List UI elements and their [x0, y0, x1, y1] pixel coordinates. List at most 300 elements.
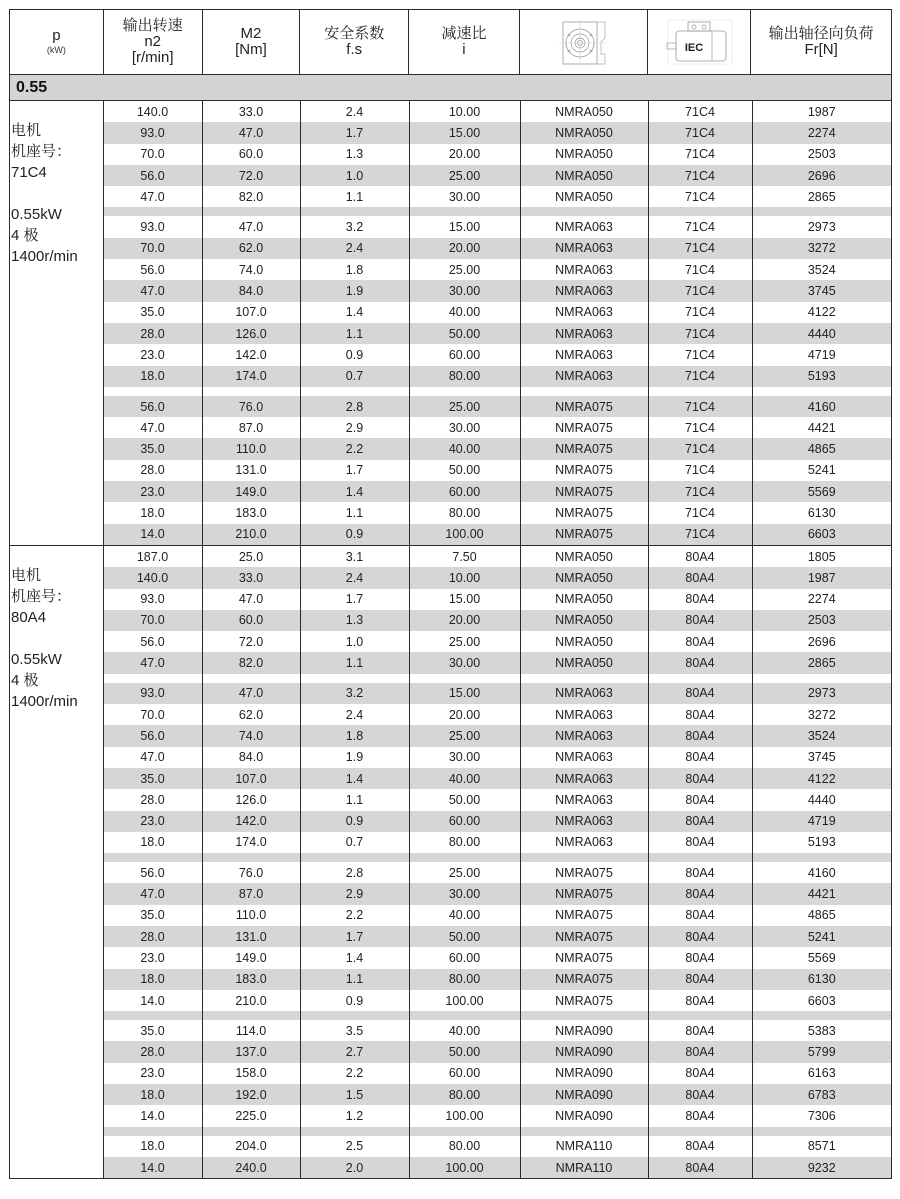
cell-output-speed: 35.0	[104, 302, 203, 323]
table-row	[104, 1020, 892, 1041]
motor-spec-line: 4 极	[11, 671, 39, 689]
cell-service-factor: 0.9	[301, 344, 410, 365]
cell-torque: 72.0	[203, 165, 301, 186]
cell-motor-frame: 80A4	[649, 768, 753, 789]
cell-torque: 210.0	[203, 524, 301, 545]
cell-motor-frame: 71C4	[649, 302, 753, 323]
cell-service-factor: 2.9	[301, 417, 410, 438]
cell-gearbox-model: NMRA075	[521, 524, 649, 545]
cell-radial-load: 3524	[807, 728, 836, 743]
cell-ratio: 50.00	[410, 926, 521, 947]
cell-torque: 107.0	[203, 302, 301, 323]
cell-service-factor: 1.8	[301, 725, 410, 746]
cell-output-speed: 28.0	[104, 926, 203, 947]
table-row	[104, 1136, 892, 1157]
cell-gearbox-model: NMRA063	[521, 259, 649, 280]
cell-output-speed: 56.0	[104, 165, 203, 186]
table-row	[104, 481, 892, 502]
cell-gearbox-model	[521, 207, 649, 216]
cell-motor-frame: 71C4	[649, 216, 753, 237]
worm-gearbox-drawing-icon	[555, 18, 611, 66]
cell-motor-frame: 71C4	[649, 323, 753, 344]
cell-ratio: 30.00	[410, 417, 521, 438]
cell-gearbox-model: NMRA050	[521, 165, 649, 186]
cell-ratio: 40.00	[410, 1020, 521, 1041]
cell-torque	[203, 1011, 301, 1020]
cell-torque	[203, 853, 301, 862]
cell-torque: 204.0	[203, 1136, 301, 1157]
table-row	[104, 990, 892, 1011]
cell-motor-frame: 80A4	[649, 747, 753, 768]
cell-motor-frame: 80A4	[649, 546, 753, 567]
header-ratio-label: 减速比	[441, 25, 487, 42]
cell-gearbox-model: NMRA075	[521, 438, 649, 459]
motor-spec-line: 71C4	[11, 164, 47, 181]
cell-ratio: 80.00	[410, 969, 521, 990]
cell-radial-load	[753, 387, 892, 396]
header-service-factor	[300, 10, 409, 74]
cell-torque: 183.0	[203, 502, 301, 523]
table-row	[104, 1041, 892, 1062]
cell-gearbox-model: NMRA050	[521, 101, 649, 122]
motor-spec-line: 0.55kW	[11, 650, 62, 668]
table-row	[104, 144, 892, 165]
cell-output-speed: 23.0	[104, 811, 203, 832]
cell-service-factor: 1.0	[301, 165, 410, 186]
cell-torque: 74.0	[203, 725, 301, 746]
cell-radial-load: 2503	[807, 147, 836, 162]
cell-torque: 110.0	[203, 438, 301, 459]
cell-radial-load: 3745	[807, 284, 836, 299]
cell-service-factor: 1.7	[301, 926, 410, 947]
cell-motor-frame: 80A4	[649, 905, 753, 926]
cell-service-factor: 0.9	[301, 990, 410, 1011]
cell-radial-load: 1987	[807, 104, 836, 119]
cell-output-speed: 47.0	[104, 883, 203, 904]
table-row	[104, 165, 892, 186]
cell-gearbox-model: NMRA075	[521, 396, 649, 417]
cell-gearbox-model: NMRA075	[521, 990, 649, 1011]
cell-ratio: 80.00	[410, 502, 521, 523]
cell-torque: 72.0	[203, 631, 301, 652]
motor-spec-line: 4 极	[11, 227, 39, 244]
cell-service-factor: 2.5	[301, 1136, 410, 1157]
cell-output-speed: 18.0	[104, 1136, 203, 1157]
cell-torque	[203, 207, 301, 216]
cell-ratio: 20.00	[410, 610, 521, 631]
cell-service-factor: 3.2	[301, 683, 410, 704]
cell-radial-load: 4865	[807, 442, 836, 457]
cell-service-factor: 2.2	[301, 438, 410, 459]
cell-ratio: 60.00	[410, 481, 521, 502]
separator-row	[104, 674, 892, 683]
cell-radial-load: 1805	[807, 549, 836, 564]
table-row	[104, 323, 892, 344]
cell-gearbox-model: NMRA075	[521, 926, 649, 947]
table-row	[104, 926, 892, 947]
cell-service-factor: 1.4	[301, 947, 410, 968]
cell-output-speed: 18.0	[104, 366, 203, 387]
cell-torque: 62.0	[203, 704, 301, 725]
cell-radial-load: 4719	[807, 814, 836, 829]
cell-gearbox-model: NMRA063	[521, 216, 649, 237]
cell-gearbox-model: NMRA063	[521, 789, 649, 810]
table-row	[104, 862, 892, 883]
table-row	[104, 789, 892, 810]
cell-torque: 183.0	[203, 969, 301, 990]
cell-radial-load: 4160	[807, 865, 836, 880]
header-service-factor-symbol: f.s	[346, 41, 363, 58]
table-row	[104, 417, 892, 438]
cell-output-speed: 23.0	[104, 481, 203, 502]
cell-gearbox-model: NMRA050	[521, 567, 649, 588]
cell-service-factor: 1.1	[301, 186, 410, 207]
cell-motor-frame: 71C4	[649, 481, 753, 502]
cell-service-factor: 0.9	[301, 811, 410, 832]
cell-ratio: 25.00	[410, 862, 521, 883]
cell-radial-load: 5383	[807, 1023, 836, 1038]
cell-gearbox-model: NMRA063	[521, 280, 649, 301]
cell-service-factor: 0.7	[301, 832, 410, 853]
cell-gearbox-model: NMRA063	[521, 725, 649, 746]
cell-torque	[203, 674, 301, 683]
cell-gearbox-model: NMRA075	[521, 905, 649, 926]
cell-gearbox-model: NMRA075	[521, 969, 649, 990]
cell-service-factor: 1.9	[301, 280, 410, 301]
cell-torque: 60.0	[203, 610, 301, 631]
table-row	[104, 905, 892, 926]
cell-gearbox-model: NMRA075	[521, 862, 649, 883]
cell-gearbox-model: NMRA075	[521, 460, 649, 481]
header-power-title: p	[52, 27, 61, 44]
cell-gearbox-model	[521, 387, 649, 396]
cell-ratio: 30.00	[410, 186, 521, 207]
cell-service-factor	[301, 674, 410, 683]
cell-radial-load: 4440	[807, 792, 836, 807]
motor-spec-line: 电机	[11, 566, 42, 584]
cell-output-speed: 18.0	[104, 502, 203, 523]
cell-output-speed: 14.0	[104, 1105, 203, 1126]
cell-gearbox-model: NMRA063	[521, 238, 649, 259]
table-row	[104, 122, 892, 143]
motor-spec-line: 电机	[11, 122, 42, 139]
cell-gearbox-model: NMRA050	[521, 631, 649, 652]
cell-service-factor	[301, 207, 410, 216]
cell-motor-frame: 71C4	[649, 460, 753, 481]
cell-torque: 76.0	[203, 396, 301, 417]
cell-service-factor: 2.4	[301, 567, 410, 588]
cell-motor-frame: 80A4	[649, 1105, 753, 1126]
cell-output-speed: 140.0	[104, 567, 203, 588]
cell-service-factor	[301, 1127, 410, 1136]
cell-torque: 126.0	[203, 789, 301, 810]
cell-output-speed: 56.0	[104, 725, 203, 746]
cell-ratio: 25.00	[410, 725, 521, 746]
table-row	[104, 883, 892, 904]
cell-radial-load: 4421	[807, 420, 836, 435]
cell-gearbox-model: NMRA063	[521, 768, 649, 789]
cell-motor-frame: 71C4	[649, 144, 753, 165]
cell-ratio: 80.00	[410, 1084, 521, 1105]
cell-torque: 60.0	[203, 144, 301, 165]
cell-output-speed: 70.0	[104, 144, 203, 165]
cell-torque: 210.0	[203, 990, 301, 1011]
header-power	[10, 10, 104, 74]
cell-output-speed: 187.0	[104, 546, 203, 567]
cell-motor-frame: 80A4	[649, 567, 753, 588]
cell-output-speed: 14.0	[104, 1157, 203, 1178]
cell-torque: 131.0	[203, 460, 301, 481]
cell-radial-load: 1987	[807, 570, 836, 585]
cell-output-speed	[104, 1011, 203, 1020]
cell-motor-frame: 80A4	[649, 1063, 753, 1084]
cell-torque: 142.0	[203, 344, 301, 365]
cell-radial-load: 5569	[807, 484, 836, 499]
motor-section	[10, 101, 891, 546]
cell-output-speed: 93.0	[104, 122, 203, 143]
cell-gearbox-model: NMRA090	[521, 1084, 649, 1105]
cell-ratio: 40.00	[410, 302, 521, 323]
cell-motor-frame: 80A4	[649, 789, 753, 810]
header-output-speed-symbol: n2	[144, 33, 162, 50]
header-motor	[648, 10, 752, 74]
cell-radial-load: 3272	[807, 241, 836, 256]
header-radial-load	[751, 10, 891, 74]
cell-gearbox-model: NMRA063	[521, 366, 649, 387]
cell-output-speed: 28.0	[104, 1041, 203, 1062]
motor-spec-line: 机座号：	[11, 587, 72, 605]
cell-gearbox-model: NMRA090	[521, 1063, 649, 1084]
cell-output-speed: 28.0	[104, 789, 203, 810]
cell-motor-frame	[649, 1011, 753, 1020]
cell-ratio: 30.00	[410, 652, 521, 673]
cell-service-factor: 3.2	[301, 216, 410, 237]
cell-motor-frame: 71C4	[649, 101, 753, 122]
cell-radial-load: 9232	[807, 1160, 836, 1175]
cell-output-speed: 23.0	[104, 1063, 203, 1084]
cell-radial-load: 5569	[807, 950, 836, 965]
cell-ratio: 25.00	[410, 396, 521, 417]
cell-gearbox-model: NMRA075	[521, 502, 649, 523]
cell-gearbox-model: NMRA050	[521, 589, 649, 610]
cell-torque: 62.0	[203, 238, 301, 259]
cell-output-speed: 47.0	[104, 417, 203, 438]
cell-radial-load: 4122	[807, 305, 836, 320]
cell-torque: 110.0	[203, 905, 301, 926]
cell-radial-load: 2696	[807, 168, 836, 183]
cell-motor-frame: 80A4	[649, 1041, 753, 1062]
cell-gearbox-model	[521, 674, 649, 683]
table-row	[104, 683, 892, 704]
cell-motor-frame: 80A4	[649, 589, 753, 610]
cell-torque	[203, 387, 301, 396]
cell-motor-frame: 71C4	[649, 502, 753, 523]
cell-motor-frame: 71C4	[649, 524, 753, 545]
cell-ratio: 60.00	[410, 344, 521, 365]
cell-service-factor: 0.9	[301, 524, 410, 545]
cell-ratio: 80.00	[410, 832, 521, 853]
cell-gearbox-model: NMRA063	[521, 683, 649, 704]
cell-motor-frame: 80A4	[649, 1136, 753, 1157]
table-row	[104, 652, 892, 673]
cell-torque: 137.0	[203, 1041, 301, 1062]
table-row	[104, 567, 892, 588]
cell-ratio: 50.00	[410, 323, 521, 344]
cell-service-factor: 1.3	[301, 144, 410, 165]
cell-radial-load: 6130	[807, 972, 836, 987]
cell-motor-frame: 80A4	[649, 883, 753, 904]
cell-output-speed: 18.0	[104, 969, 203, 990]
table-row	[104, 366, 892, 387]
cell-output-speed: 47.0	[104, 747, 203, 768]
cell-gearbox-model: NMRA063	[521, 704, 649, 725]
table-row	[104, 589, 892, 610]
motor-spec-line: 1400r/min	[11, 248, 78, 265]
cell-output-speed: 140.0	[104, 101, 203, 122]
cell-radial-load	[753, 674, 892, 683]
cell-gearbox-model: NMRA090	[521, 1041, 649, 1062]
cell-ratio: 50.00	[410, 460, 521, 481]
cell-motor-frame: 71C4	[649, 396, 753, 417]
cell-radial-load	[753, 1127, 892, 1136]
cell-gearbox-model: NMRA090	[521, 1105, 649, 1126]
cell-radial-load: 5799	[807, 1045, 836, 1060]
motor-section	[10, 546, 891, 1178]
cell-service-factor: 1.1	[301, 789, 410, 810]
power-group-label: 0.55	[16, 78, 48, 96]
table-row	[104, 344, 892, 365]
cell-service-factor: 2.4	[301, 101, 410, 122]
cell-service-factor: 1.1	[301, 502, 410, 523]
cell-service-factor: 3.1	[301, 546, 410, 567]
cell-motor-frame	[649, 387, 753, 396]
cell-torque: 192.0	[203, 1084, 301, 1105]
table-row	[104, 747, 892, 768]
cell-motor-frame: 80A4	[649, 832, 753, 853]
cell-output-speed: 93.0	[104, 216, 203, 237]
cell-output-speed: 56.0	[104, 862, 203, 883]
power-group-row	[10, 75, 891, 101]
header-service-factor-label: 安全系数	[324, 25, 385, 42]
cell-torque: 149.0	[203, 947, 301, 968]
cell-ratio: 20.00	[410, 238, 521, 259]
cell-motor-frame: 80A4	[649, 652, 753, 673]
cell-output-speed	[104, 674, 203, 683]
cell-service-factor: 1.7	[301, 460, 410, 481]
cell-motor-frame: 80A4	[649, 990, 753, 1011]
svg-text:IEC: IEC	[684, 42, 704, 54]
motor-spec-line: 机座号：	[11, 143, 72, 160]
cell-ratio: 80.00	[410, 366, 521, 387]
cell-gearbox-model: NMRA050	[521, 144, 649, 165]
cell-ratio: 30.00	[410, 280, 521, 301]
table-row	[104, 811, 892, 832]
cell-ratio: 25.00	[410, 631, 521, 652]
cell-motor-frame	[649, 853, 753, 862]
table-row	[104, 1105, 892, 1126]
cell-gearbox-model: NMRA063	[521, 747, 649, 768]
cell-output-speed	[104, 1127, 203, 1136]
cell-ratio: 60.00	[410, 811, 521, 832]
cell-ratio: 25.00	[410, 259, 521, 280]
header-power-unit: (kW)	[46, 45, 66, 55]
cell-radial-load: 4421	[807, 887, 836, 902]
cell-torque: 82.0	[203, 186, 301, 207]
iec-motor-drawing-icon	[664, 18, 734, 66]
cell-output-speed	[104, 387, 203, 396]
cell-ratio: 100.00	[410, 524, 521, 545]
cell-ratio: 15.00	[410, 216, 521, 237]
table-row	[104, 1157, 892, 1178]
separator-row	[104, 853, 892, 862]
cell-motor-frame: 80A4	[649, 704, 753, 725]
cell-output-speed: 14.0	[104, 990, 203, 1011]
cell-torque: 47.0	[203, 216, 301, 237]
cell-output-speed	[104, 853, 203, 862]
cell-torque: 74.0	[203, 259, 301, 280]
cell-motor-frame: 71C4	[649, 238, 753, 259]
cell-gearbox-model: NMRA063	[521, 323, 649, 344]
cell-service-factor: 2.9	[301, 883, 410, 904]
header-torque	[203, 10, 301, 74]
cell-gearbox-model	[521, 1127, 649, 1136]
cell-torque: 25.0	[203, 546, 301, 567]
cell-gearbox-model	[521, 853, 649, 862]
separator-row	[104, 387, 892, 396]
cell-ratio: 30.00	[410, 883, 521, 904]
cell-ratio: 10.00	[410, 567, 521, 588]
table-row	[104, 238, 892, 259]
cell-radial-load	[753, 853, 892, 862]
cell-motor-frame: 71C4	[649, 259, 753, 280]
motor-spec-label	[10, 546, 104, 1178]
cell-motor-frame: 71C4	[649, 165, 753, 186]
cell-radial-load: 6130	[807, 505, 836, 520]
header-radial-load-unit: Fr[N]	[804, 41, 838, 58]
cell-radial-load	[753, 1011, 892, 1020]
cell-radial-load: 4719	[807, 347, 836, 362]
table-row	[104, 768, 892, 789]
cell-service-factor: 1.4	[301, 481, 410, 502]
cell-radial-load: 3524	[807, 262, 836, 277]
cell-service-factor: 1.5	[301, 1084, 410, 1105]
cell-ratio	[410, 387, 521, 396]
cell-output-speed	[104, 207, 203, 216]
cell-service-factor: 1.1	[301, 969, 410, 990]
cell-motor-frame: 80A4	[649, 725, 753, 746]
cell-output-speed: 23.0	[104, 947, 203, 968]
table-row	[104, 1084, 892, 1105]
cell-motor-frame: 80A4	[649, 862, 753, 883]
cell-ratio: 40.00	[410, 768, 521, 789]
table-row	[104, 280, 892, 301]
cell-torque: 142.0	[203, 811, 301, 832]
cell-service-factor: 2.4	[301, 704, 410, 725]
cell-output-speed: 56.0	[104, 259, 203, 280]
cell-radial-load: 6163	[807, 1066, 836, 1081]
cell-output-speed: 47.0	[104, 186, 203, 207]
cell-gearbox-model: NMRA090	[521, 1020, 649, 1041]
cell-torque: 126.0	[203, 323, 301, 344]
motor-spec-line	[11, 629, 103, 650]
cell-ratio	[410, 207, 521, 216]
cell-motor-frame: 80A4	[649, 683, 753, 704]
cell-torque: 225.0	[203, 1105, 301, 1126]
table-row	[104, 524, 892, 545]
table-header	[10, 10, 891, 75]
cell-service-factor: 2.4	[301, 238, 410, 259]
motor-spec-line: 80A4	[11, 608, 47, 626]
